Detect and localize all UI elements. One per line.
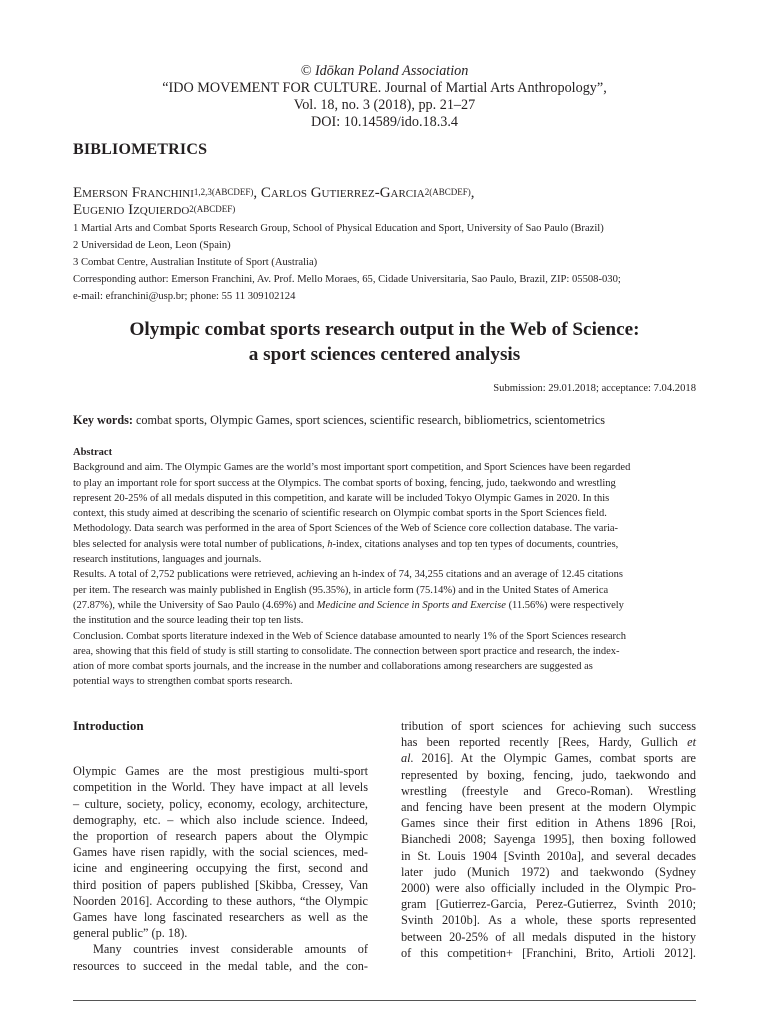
affiliation-line: 2 Universidad de Leon, Leon (Spain) (73, 240, 231, 251)
abstract-line: research institutions, languages and journals. (73, 554, 262, 566)
corresponding-author: Corresponding author: Emerson Franchini, Av. Prof. Mello Moraes, 65, Cidade Universitaria, Sao Paulo, Brazil, ZIP: 05508-030; (73, 274, 621, 285)
abstract-line: the institution and the source leading their top ten lists. (73, 615, 304, 627)
abstract-line: Methodology. Data search was performed in the area of Sport Sciences of the Web of Science core collection database. The varia- (73, 523, 619, 535)
text-line: – culture, society, policy, economy, ecology, architecture, (73, 796, 368, 811)
journal-doi: DOI: 10.14589/ido.18.3.4 (311, 114, 458, 130)
page-divider (73, 1000, 696, 1001)
abstract-line: Conclusion. Combat sports literature indexed in the Web of Science database amounted to nearly 1% of the Sport Sciences research (73, 630, 626, 642)
text-line: between 20-25% of all medals disputed in the history (401, 929, 696, 944)
abstract-line: Results. A total of 2,752 publications were retrieved, achieving an h-index of 74, 34,255 citations and an average of 12.45 citations (73, 569, 623, 581)
title-line: Olympic combat sports research output in the Web of Science: (129, 319, 640, 340)
text-line: resources to succeed in the medal table, and the con- (73, 958, 368, 973)
abstract-line: Background and aim. The Olympic Games are the world’s most important sport competition, and Sport Sciences have been regarded (73, 462, 631, 474)
keywords-text: combat sports, Olympic Games, sport sciences, scientific research, bibliometrics, scientometrics (132, 413, 606, 427)
body-column-right (401, 718, 696, 961)
submission-dates: Submission: 29.01.2018; acceptance: 7.04.2018 (493, 383, 696, 394)
text-line: represented by boxing, fencing, judo, taekwondo and (401, 767, 696, 782)
section-label: BIBLIOMETRICS (73, 141, 208, 158)
text-line: tribution of sport sciences for achieving such success (401, 719, 696, 733)
abstract-line: to play an important role for sport success at the Olympics. The combat sports of boxing, fencing, judo, taekwondo and wrestling (73, 477, 616, 489)
text-line: Olympic Games are the most prestigious multi-sport (73, 764, 368, 779)
abstract (73, 445, 696, 690)
article-title (73, 318, 696, 367)
abstract-line: potential ways to strengthen combat sports research. (73, 676, 293, 688)
text-line: Noorden 2016]. According to these authors, “the Olympic (73, 893, 368, 908)
text-line: 2000) were also officially included in the Olympic Pro- (401, 881, 696, 896)
text-line: Bianchedi 2008; Sayenga 1995], then boxing followed (401, 832, 696, 847)
author-list (73, 185, 696, 219)
intro-paragraph-2 (73, 941, 368, 973)
text-line: al. 2016]. At the Olympic Games, combat sports are (401, 751, 696, 766)
article-page (73, 0, 696, 1024)
text-line: competition in the World. They have impact at all levels (73, 780, 368, 795)
affiliation-line: 1 Martial Arts and Combat Sports Research Group, School of Physical Education and Sport, University of Sao Paulo (Brazil) (73, 223, 604, 234)
author-affiliation-mark: 2(ABCDEF) (189, 204, 236, 214)
keywords (73, 413, 696, 428)
introduction-heading: Introduction (73, 718, 144, 733)
journal-copyright: © Idōkan Poland Association (300, 63, 469, 79)
author-name: Eugenio Izquierdo (73, 202, 190, 218)
text-line: in St. Louis 1904 [Svinth 2010a], and several decades (401, 848, 696, 863)
text-line: general public” (p. 18). (73, 926, 188, 941)
text-line: Games have long fascinated researchers as well as the (73, 910, 368, 925)
abstract-line: represent 20-25% of all medals disputed in this competition, and karate will be included Tokyo Olympic Games in 2020. In this (73, 492, 610, 504)
journal-name: “IDO MOVEMENT FOR CULTURE. Journal of Martial Arts Anthropology”, (162, 80, 607, 96)
text-line: gram [Gutierrez-Garcia, Perez-Gutierrez, Svinth 2010; (401, 897, 696, 912)
author-affiliation-mark: 1,2,3(ABCDEF) (193, 187, 254, 197)
abstract-line: per item. The research was mainly published in English (95.35%), in article form (75.14%) and in the United States of America (73, 584, 609, 596)
body-column-left (73, 718, 368, 974)
contact-line: e-mail: efranchini@usp.br; phone: 55 11 309102124 (73, 291, 296, 302)
author-separator: , (470, 185, 475, 201)
abstract-line: (27.87%), while the University of Sao Paulo (4.69%) and Medicine and Science in Sports and Exercise (11.56%) were respectively (73, 599, 624, 611)
author-name: Emerson Franchini (73, 185, 194, 201)
intro-paragraph-continued (401, 718, 696, 961)
text-line: wrestling (freestyle and Greco-Roman). Wrestling (401, 783, 696, 798)
intro-paragraph (73, 763, 368, 941)
abstract-line: context, this study aimed at describing the scenario of scientific research on Olympic combat sports in the Sport Sciences field. (73, 508, 607, 520)
text-line: third position of papers published [Skibba, Cressey, Van (73, 877, 368, 892)
text-line: later judo (Munich 1972) and taekwondo (Sydney (401, 864, 696, 879)
text-line: demography, etc. – which also include science. Indeed, (73, 812, 368, 827)
keywords-label: Key words: (73, 413, 133, 427)
text-line: icine and engineering occupying the first, second and (73, 861, 368, 876)
author-name: Carlos Gutierrez-Garcia (260, 185, 425, 201)
author-separator: , (253, 185, 261, 201)
text-line: has been reported recently [Rees, Hardy, Gullich et (401, 735, 696, 750)
text-line: Games have risen rapidly, with the social sciences, med- (73, 845, 368, 860)
journal-volume: Vol. 18, no. 3 (2018), pp. 21–27 (293, 97, 476, 113)
text-line: Many countries invest considerable amounts of (93, 942, 368, 957)
abstract-line: ation of more combat sports journals, and the increase in the number and collaborations among researchers are suggested as (73, 661, 593, 673)
author-affiliation-mark: 2(ABCDEF) (424, 187, 471, 197)
text-line: Games since their first edition in Athens 1896 [Roi, (401, 816, 696, 831)
text-line: and fencing have been present at the modern Olympic (401, 800, 696, 815)
abstract-line: area, showing that this field of study is still starting to consolidate. The connection between sport practice and research, the index- (73, 645, 620, 657)
text-line: Svinth 2010b]. As a whole, these sports represented (401, 913, 696, 928)
abstract-heading: Abstract (73, 447, 113, 458)
affiliation-line: 3 Combat Centre, Australian Institute of Sport (Australia) (73, 257, 318, 268)
title-line: a sport sciences centered analysis (248, 343, 521, 365)
text-line: the proportion of research papers about the Olympic (73, 829, 368, 844)
text-line: of this competition+ [Franchini, Brito, Artioli 2012]. (401, 945, 696, 960)
abstract-line: bles selected for analysis were total number of publications, h-index, citations analyses and top ten types of documents, countries, (73, 538, 619, 550)
